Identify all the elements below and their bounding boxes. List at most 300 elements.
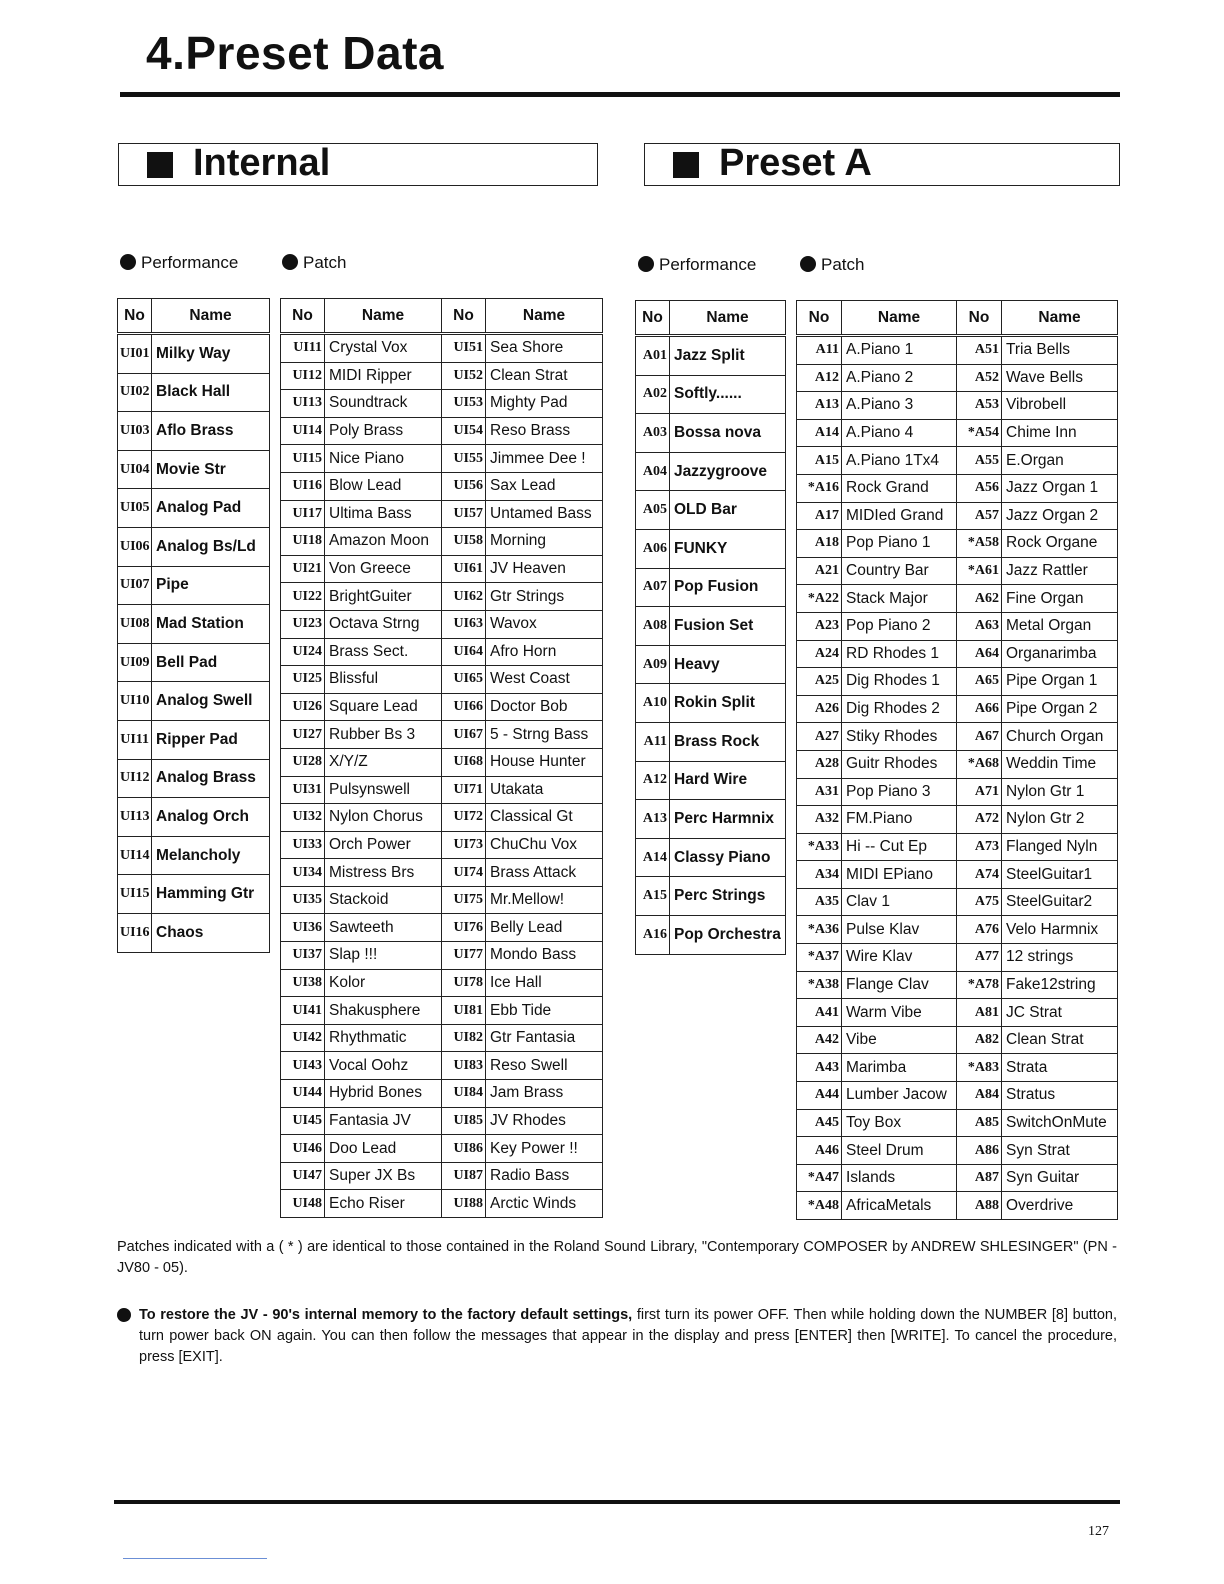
cell-no: UI24 bbox=[281, 638, 325, 666]
table-row bbox=[636, 645, 786, 684]
table-row bbox=[797, 833, 1118, 861]
cell-name: Analog Pad bbox=[152, 489, 270, 528]
cell-name: Soundtrack bbox=[325, 390, 442, 418]
cell-no: A46 bbox=[797, 1137, 842, 1165]
cell-name: Clean Strat bbox=[486, 362, 603, 390]
cell-name: A.Piano 1Tx4 bbox=[842, 447, 957, 475]
col-header-name: Name bbox=[486, 299, 603, 334]
cell-no: A18 bbox=[797, 530, 842, 558]
cell-no: A55 bbox=[957, 447, 1002, 475]
restore-instructions bbox=[117, 1305, 1117, 1368]
table-row bbox=[118, 798, 270, 837]
cell-name: SteelGuitar2 bbox=[1002, 888, 1118, 916]
cell-no: A13 bbox=[797, 392, 842, 420]
cell-no: A75 bbox=[957, 888, 1002, 916]
cell-no: UI32 bbox=[281, 804, 325, 832]
cell-no: UI10 bbox=[118, 682, 152, 721]
cell-name: Hard Wire bbox=[670, 761, 786, 800]
cell-name: Super JX Bs bbox=[325, 1162, 442, 1190]
cell-no: *A37 bbox=[797, 944, 842, 972]
cell-name: Black Hall bbox=[152, 373, 270, 412]
cell-name: Movie Str bbox=[152, 450, 270, 489]
cell-name: West Coast bbox=[486, 666, 603, 694]
cell-name: Ice Hall bbox=[486, 969, 603, 997]
cell-name: Gtr Strings bbox=[486, 583, 603, 611]
cell-name: Stackoid bbox=[325, 886, 442, 914]
cell-name: Church Organ bbox=[1002, 723, 1118, 751]
cell-no: A77 bbox=[957, 944, 1002, 972]
cell-name: Pop Fusion bbox=[670, 568, 786, 607]
preset-a-patch-label: Patch bbox=[800, 255, 864, 275]
cell-no: A51 bbox=[957, 336, 1002, 365]
cell-name: Milky Way bbox=[152, 334, 270, 374]
cell-name: Fantasia JV bbox=[325, 1107, 442, 1135]
cell-name: A.Piano 2 bbox=[842, 364, 957, 392]
cell-name: SwitchOnMute bbox=[1002, 1109, 1118, 1137]
cell-no: *A16 bbox=[797, 474, 842, 502]
table-row bbox=[636, 568, 786, 607]
cell-name: Rhythmatic bbox=[325, 1024, 442, 1052]
cell-no: UI31 bbox=[281, 776, 325, 804]
cell-no: A63 bbox=[957, 612, 1002, 640]
cell-name: Ripper Pad bbox=[152, 720, 270, 759]
cell-name: RD Rhodes 1 bbox=[842, 640, 957, 668]
table-row bbox=[797, 1137, 1118, 1165]
table-row bbox=[797, 585, 1118, 613]
cell-name: Analog Bs/Ld bbox=[152, 527, 270, 566]
table-row bbox=[281, 472, 603, 500]
cell-name: MIDIed Grand bbox=[842, 502, 957, 530]
cell-no: A85 bbox=[957, 1109, 1002, 1137]
cell-no: A17 bbox=[797, 502, 842, 530]
cell-name: Tria Bells bbox=[1002, 336, 1118, 365]
table-row bbox=[118, 759, 270, 798]
table-row bbox=[797, 419, 1118, 447]
cell-no: UI87 bbox=[442, 1162, 486, 1190]
cell-no: UI41 bbox=[281, 997, 325, 1025]
table-row bbox=[797, 474, 1118, 502]
cell-name: Slap !!! bbox=[325, 942, 442, 970]
table-row bbox=[797, 806, 1118, 834]
col-header-name: Name bbox=[842, 301, 957, 336]
cell-name: Blow Lead bbox=[325, 472, 442, 500]
cell-no: UI83 bbox=[442, 1052, 486, 1080]
col-header-no: No bbox=[281, 299, 325, 334]
cell-name: Syn Strat bbox=[1002, 1137, 1118, 1165]
table-row bbox=[797, 778, 1118, 806]
table-row bbox=[281, 886, 603, 914]
cell-name: Jazz Organ 2 bbox=[1002, 502, 1118, 530]
table-row bbox=[118, 605, 270, 644]
cell-name: Von Greece bbox=[325, 555, 442, 583]
cell-no: UI02 bbox=[118, 373, 152, 412]
cell-no: UI04 bbox=[118, 450, 152, 489]
cell-name: A.Piano 4 bbox=[842, 419, 957, 447]
table-row bbox=[797, 944, 1118, 972]
cell-no: A11 bbox=[636, 722, 670, 761]
table-row bbox=[281, 969, 603, 997]
table-row bbox=[797, 1109, 1118, 1137]
table-row bbox=[797, 364, 1118, 392]
table-row bbox=[797, 916, 1118, 944]
cell-name: Sax Lead bbox=[486, 472, 603, 500]
table-row bbox=[118, 643, 270, 682]
table-row bbox=[797, 530, 1118, 558]
col-header-no: No bbox=[797, 301, 842, 336]
page-title: 4.Preset Data bbox=[146, 27, 444, 79]
cell-name: House Hunter bbox=[486, 748, 603, 776]
cell-no: *A36 bbox=[797, 916, 842, 944]
cell-name: Jazz Rattler bbox=[1002, 557, 1118, 585]
table-row bbox=[797, 695, 1118, 723]
cell-name: Chaos bbox=[152, 913, 270, 952]
cell-name: Bossa nova bbox=[670, 414, 786, 453]
cell-name: Mistress Brs bbox=[325, 859, 442, 887]
table-row bbox=[118, 450, 270, 489]
bullet-icon bbox=[117, 1308, 131, 1322]
cell-name: Brass Attack bbox=[486, 859, 603, 887]
cell-no: A13 bbox=[636, 800, 670, 839]
cell-no: UI28 bbox=[281, 748, 325, 776]
cell-name: MIDI Ripper bbox=[325, 362, 442, 390]
cell-name: Hi -- Cut Ep bbox=[842, 833, 957, 861]
cell-no: UI57 bbox=[442, 500, 486, 528]
cell-no: A31 bbox=[797, 778, 842, 806]
cell-no: A81 bbox=[957, 999, 1002, 1027]
cell-no: UI73 bbox=[442, 831, 486, 859]
cell-name: Overdrive bbox=[1002, 1192, 1118, 1220]
section-internal-header bbox=[118, 143, 598, 186]
cell-name: Orch Power bbox=[325, 831, 442, 859]
cell-no: A67 bbox=[957, 723, 1002, 751]
cell-name: Jazz Organ 1 bbox=[1002, 474, 1118, 502]
bullet-icon bbox=[800, 256, 816, 272]
section-preset-a-header bbox=[644, 143, 1120, 186]
cell-name: Analog Swell bbox=[152, 682, 270, 721]
table-row bbox=[118, 720, 270, 759]
cell-name: 12 strings bbox=[1002, 944, 1118, 972]
bullet-icon bbox=[638, 256, 654, 272]
cell-no: UI15 bbox=[281, 445, 325, 473]
cell-no: *A61 bbox=[957, 557, 1002, 585]
cell-no: UI47 bbox=[281, 1162, 325, 1190]
cell-no: A72 bbox=[957, 806, 1002, 834]
table-row bbox=[797, 1026, 1118, 1054]
table-row bbox=[118, 913, 270, 952]
cell-name: X/Y/Z bbox=[325, 748, 442, 776]
cell-no: A04 bbox=[636, 452, 670, 491]
table-row bbox=[636, 491, 786, 530]
table-row bbox=[281, 914, 603, 942]
cell-no: A15 bbox=[797, 447, 842, 475]
cell-no: *A33 bbox=[797, 833, 842, 861]
cell-no: A87 bbox=[957, 1164, 1002, 1192]
cell-name: ChuChu Vox bbox=[486, 831, 603, 859]
square-bullet-icon bbox=[147, 152, 173, 178]
cell-name: Clav 1 bbox=[842, 888, 957, 916]
table-row bbox=[281, 528, 603, 556]
table-row bbox=[281, 500, 603, 528]
title-rule bbox=[120, 92, 1120, 97]
table-row bbox=[636, 800, 786, 839]
cell-no: A82 bbox=[957, 1026, 1002, 1054]
cell-no: UI45 bbox=[281, 1107, 325, 1135]
cell-name: Poly Brass bbox=[325, 417, 442, 445]
cell-name: Dig Rhodes 2 bbox=[842, 695, 957, 723]
cell-no: *A48 bbox=[797, 1192, 842, 1220]
cell-no: UI44 bbox=[281, 1080, 325, 1108]
cell-no: A27 bbox=[797, 723, 842, 751]
cell-name: Sawteeth bbox=[325, 914, 442, 942]
cell-name: Fusion Set bbox=[670, 607, 786, 646]
cell-name: Fine Organ bbox=[1002, 585, 1118, 613]
table-row bbox=[281, 1135, 603, 1163]
section-title-preset-a: Preset A bbox=[719, 142, 872, 184]
cell-no: UI54 bbox=[442, 417, 486, 445]
table-row bbox=[281, 804, 603, 832]
table-row bbox=[636, 452, 786, 491]
cell-no: A23 bbox=[797, 612, 842, 640]
table-row bbox=[281, 666, 603, 694]
cell-no: A21 bbox=[797, 557, 842, 585]
cell-name: Sea Shore bbox=[486, 334, 603, 363]
table-row bbox=[118, 527, 270, 566]
cell-no: A71 bbox=[957, 778, 1002, 806]
cell-name: Vibrobell bbox=[1002, 392, 1118, 420]
cell-name: Bell Pad bbox=[152, 643, 270, 682]
cell-no: A52 bbox=[957, 364, 1002, 392]
cell-name: Nylon Chorus bbox=[325, 804, 442, 832]
cell-no: UI17 bbox=[281, 500, 325, 528]
cell-name: Rokin Split bbox=[670, 684, 786, 723]
table-row bbox=[281, 1024, 603, 1052]
cell-name: Radio Bass bbox=[486, 1162, 603, 1190]
cell-name: MIDI EPiano bbox=[842, 861, 957, 889]
cell-name: Wave Bells bbox=[1002, 364, 1118, 392]
cell-name: Rubber Bs 3 bbox=[325, 721, 442, 749]
restore-text: first turn its power OFF. Then while holding down the NUMBER [8] button, turn power back ON again. You can then follow the messages that appear in the display and press [ENTER] then [WRITE]. To cancel the procedure, press [EXIT]. bbox=[139, 1307, 1117, 1365]
cell-name: Pipe Organ 2 bbox=[1002, 695, 1118, 723]
table-row bbox=[797, 888, 1118, 916]
cell-name: Jam Brass bbox=[486, 1080, 603, 1108]
cell-no: A01 bbox=[636, 336, 670, 376]
table-row bbox=[118, 566, 270, 605]
cell-no: UI75 bbox=[442, 886, 486, 914]
table-row bbox=[797, 668, 1118, 696]
cell-no: UI85 bbox=[442, 1107, 486, 1135]
cell-name: Reso Swell bbox=[486, 1052, 603, 1080]
table-row bbox=[797, 1054, 1118, 1082]
cell-no: UI16 bbox=[118, 913, 152, 952]
table-row bbox=[797, 336, 1118, 365]
cell-name: Untamed Bass bbox=[486, 500, 603, 528]
cell-no: UI53 bbox=[442, 390, 486, 418]
table-row bbox=[797, 971, 1118, 999]
cell-no: A24 bbox=[797, 640, 842, 668]
table-row bbox=[797, 723, 1118, 751]
cell-name: Belly Lead bbox=[486, 914, 603, 942]
cell-name: Mr.Mellow! bbox=[486, 886, 603, 914]
cell-no: UI21 bbox=[281, 555, 325, 583]
cell-no: A64 bbox=[957, 640, 1002, 668]
cell-no: UI12 bbox=[281, 362, 325, 390]
cell-no: A56 bbox=[957, 474, 1002, 502]
cell-name: Metal Organ bbox=[1002, 612, 1118, 640]
cell-name: Mad Station bbox=[152, 605, 270, 644]
table-row bbox=[281, 721, 603, 749]
cell-name: Pipe bbox=[152, 566, 270, 605]
col-header-no: No bbox=[636, 301, 670, 336]
bottom-rule bbox=[114, 1500, 1120, 1504]
cell-no: UI51 bbox=[442, 334, 486, 363]
cell-name: SteelGuitar1 bbox=[1002, 861, 1118, 889]
cell-name: Toy Box bbox=[842, 1109, 957, 1137]
cell-no: UI82 bbox=[442, 1024, 486, 1052]
cell-name: Warm Vibe bbox=[842, 999, 957, 1027]
cell-name: Aflo Brass bbox=[152, 412, 270, 451]
cell-no: UI84 bbox=[442, 1080, 486, 1108]
table-row bbox=[797, 1082, 1118, 1110]
cell-name: Strata bbox=[1002, 1054, 1118, 1082]
table-row bbox=[797, 999, 1118, 1027]
table-row bbox=[636, 684, 786, 723]
cell-no: UI36 bbox=[281, 914, 325, 942]
cell-no: A11 bbox=[797, 336, 842, 365]
cell-name: Country Bar bbox=[842, 557, 957, 585]
cell-no: A74 bbox=[957, 861, 1002, 889]
cell-name: Echo Riser bbox=[325, 1190, 442, 1218]
table-row bbox=[636, 761, 786, 800]
cell-no: *A38 bbox=[797, 971, 842, 999]
section-title-internal: Internal bbox=[193, 142, 331, 184]
cell-name: Gtr Fantasia bbox=[486, 1024, 603, 1052]
table-row bbox=[281, 1190, 603, 1218]
preset-a-performance-table bbox=[635, 300, 786, 955]
cell-no: A88 bbox=[957, 1192, 1002, 1220]
cell-name: Chime Inn bbox=[1002, 419, 1118, 447]
cell-no: A42 bbox=[797, 1026, 842, 1054]
cell-no: UI74 bbox=[442, 859, 486, 887]
cell-no: UI71 bbox=[442, 776, 486, 804]
cell-name: Afro Horn bbox=[486, 638, 603, 666]
table-row bbox=[281, 417, 603, 445]
cell-no: UI06 bbox=[118, 527, 152, 566]
cell-no: UI42 bbox=[281, 1024, 325, 1052]
cell-no: UI67 bbox=[442, 721, 486, 749]
cell-name: Velo Harmnix bbox=[1002, 916, 1118, 944]
cell-name: Islands bbox=[842, 1164, 957, 1192]
cell-name: Doctor Bob bbox=[486, 693, 603, 721]
cell-name: Rock Organe bbox=[1002, 530, 1118, 558]
cell-name: Jimmee Dee ! bbox=[486, 445, 603, 473]
cell-name: Wire Klav bbox=[842, 944, 957, 972]
cell-name: A.Piano 3 bbox=[842, 392, 957, 420]
cell-no: A32 bbox=[797, 806, 842, 834]
cell-no: A14 bbox=[797, 419, 842, 447]
table-row bbox=[636, 375, 786, 414]
cell-no: UI55 bbox=[442, 445, 486, 473]
cell-no: A43 bbox=[797, 1054, 842, 1082]
cell-no: UI86 bbox=[442, 1135, 486, 1163]
col-header-no: No bbox=[957, 301, 1002, 336]
cell-no: UI13 bbox=[281, 390, 325, 418]
col-header-no: No bbox=[118, 299, 152, 334]
cell-name: Kolor bbox=[325, 969, 442, 997]
cell-name: Stratus bbox=[1002, 1082, 1118, 1110]
cell-no: UI34 bbox=[281, 859, 325, 887]
page-number: 127 bbox=[1088, 1524, 1109, 1539]
cell-no: UI22 bbox=[281, 583, 325, 611]
cell-name: Steel Drum bbox=[842, 1137, 957, 1165]
table-row bbox=[636, 838, 786, 877]
table-row bbox=[118, 875, 270, 914]
cell-name: Dig Rhodes 1 bbox=[842, 668, 957, 696]
table-row bbox=[636, 877, 786, 916]
table-row bbox=[636, 414, 786, 453]
table-row bbox=[281, 1052, 603, 1080]
cell-no: A14 bbox=[636, 838, 670, 877]
cell-name: Nylon Gtr 2 bbox=[1002, 806, 1118, 834]
cell-no: A84 bbox=[957, 1082, 1002, 1110]
cell-no: UI09 bbox=[118, 643, 152, 682]
table-row bbox=[281, 997, 603, 1025]
table-row bbox=[797, 861, 1118, 889]
cell-no: UI58 bbox=[442, 528, 486, 556]
cell-name: Flanged Nyln bbox=[1002, 833, 1118, 861]
table-row bbox=[281, 362, 603, 390]
cell-no: UI68 bbox=[442, 748, 486, 776]
cell-name: Vibe bbox=[842, 1026, 957, 1054]
cell-no: *A58 bbox=[957, 530, 1002, 558]
cell-name: Stack Major bbox=[842, 585, 957, 613]
table-row bbox=[281, 776, 603, 804]
cell-name: Pop Piano 1 bbox=[842, 530, 957, 558]
table-row bbox=[281, 334, 603, 363]
cell-name: Reso Brass bbox=[486, 417, 603, 445]
cell-no: UI15 bbox=[118, 875, 152, 914]
table-row bbox=[636, 336, 786, 376]
cell-name: Ebb Tide bbox=[486, 997, 603, 1025]
cell-name: FUNKY bbox=[670, 529, 786, 568]
cell-no: UI14 bbox=[118, 836, 152, 875]
cell-name: Hybrid Bones bbox=[325, 1080, 442, 1108]
cell-no: A44 bbox=[797, 1082, 842, 1110]
cell-no: A34 bbox=[797, 861, 842, 889]
cell-name: Key Power !! bbox=[486, 1135, 603, 1163]
cell-name: Marimba bbox=[842, 1054, 957, 1082]
cell-no: UI88 bbox=[442, 1190, 486, 1218]
table-row bbox=[281, 1080, 603, 1108]
restore-heading: To restore the JV - 90's internal memory to the factory default settings, bbox=[139, 1307, 633, 1323]
cell-no: A12 bbox=[797, 364, 842, 392]
table-row bbox=[281, 555, 603, 583]
cell-name: Rock Grand bbox=[842, 474, 957, 502]
cell-name: Perc Strings bbox=[670, 877, 786, 916]
cell-no: UI25 bbox=[281, 666, 325, 694]
table-row bbox=[797, 1192, 1118, 1220]
cell-no: A57 bbox=[957, 502, 1002, 530]
cell-no: UI16 bbox=[281, 472, 325, 500]
cell-name: OLD Bar bbox=[670, 491, 786, 530]
cell-name: Pipe Organ 1 bbox=[1002, 668, 1118, 696]
cell-no: UI07 bbox=[118, 566, 152, 605]
table-row bbox=[118, 682, 270, 721]
cell-name: Pulse Klav bbox=[842, 916, 957, 944]
cell-no: A62 bbox=[957, 585, 1002, 613]
cell-name: Syn Guitar bbox=[1002, 1164, 1118, 1192]
cell-no: UI18 bbox=[281, 528, 325, 556]
cell-name: Stiky Rhodes bbox=[842, 723, 957, 751]
